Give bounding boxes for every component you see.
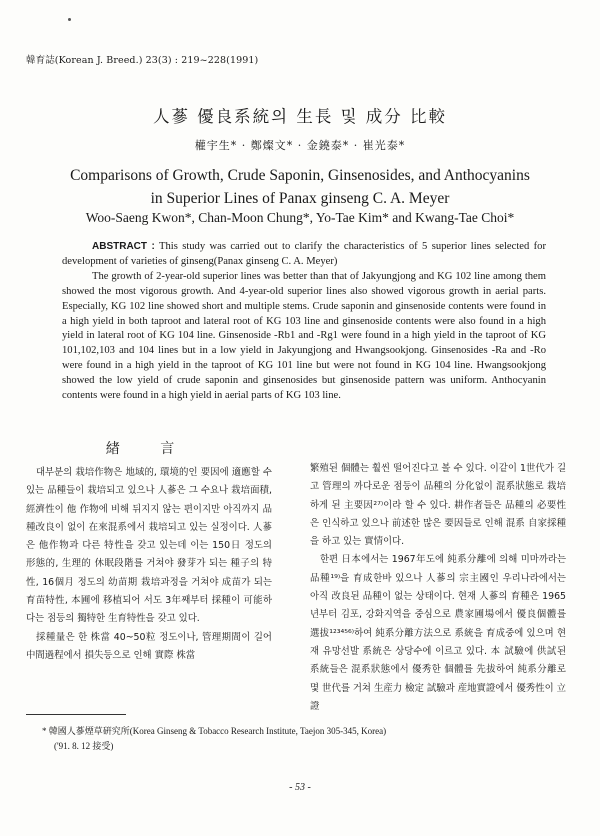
english-title	[60, 164, 540, 210]
scan-speck	[68, 18, 71, 21]
intro-left-paragraph-1: 대부분의 栽培作物은 地域的, 環境的인 要因에 適應할 수 있는 品種들이 栽培되고 있으나 人蔘은 그 수요나 栽培面積, 經濟性이 他 作物에 비해 뒤지지 않는 편이지만 아직까지 品種改良이 없이 在來混系에서 栽培되고 있는 실정이다. 人蔘은 他作物과 다른 特性을 갖고 있는데 이는 150日 정도의 形態的, 生理的 休眠段階를 거쳐야 發芽가 되는 種子의 特性, 16個月 정도의 幼苗期 栽培과정을 거쳐야 成苗가 되는 育苗特性, 本圃에 移植되어 서도 3年째부터 採種이 可能하다는 점등의 獨特한 生育特性을 갖고 있다.	[26, 467, 272, 625]
journal-citation: 韓育誌(Korean J. Breed.) 23(3) : 219~228(1991)	[26, 55, 259, 66]
page-number: - 53 -	[289, 782, 311, 793]
intro-right-paragraph-2: 한편 日本에서는 1967年도에 純系分離에 의해 미마까라는 品種¹⁹⁾을 育成한바 있으나 人蔘의 宗主國인 우리나라에서는 아직 改良된 品種이 없는 상태이다. 현재 人蔘의 育種은 1965년부터 김포, 강화지역을 중심으로 農家圃場에서 優良個體를 選拔¹²³⁴⁵⁶⁾하여 純系分離方法으로 系統을 育成중에 있으며 현재 유망선발 系統은 상당수에 이르고 있다. 本 試驗에 供試된 系統들은 混系狀態에서 優秀한 個體를 先拔하여 純系分離로 몇 世代를 거쳐 生産力 檢定 試驗과 産地實證에서 優秀性이 立證	[310, 554, 566, 712]
english-title-line1: Comparisons of Growth, Crude Saponin, Ginsenosides, and Anthocyanins	[70, 167, 530, 184]
abstract	[62, 240, 546, 404]
korean-title: 人蔘 優良系統의 生長 및 成分 比較	[152, 107, 448, 126]
korean-authors: 權宇生* · 鄭燦文* · 金鐃泰* · 崔光泰*	[194, 139, 406, 152]
intro-left-paragraph-2: 採種量은 한 株當 40~50粒 정도이나, 管理期間이 길어 中間過程에서 損失등으로 인해 實際 株當	[26, 631, 272, 661]
footnote-received: ('91. 8. 12 接受)	[54, 741, 114, 751]
intro-heading: 緖 言	[105, 441, 193, 457]
english-authors: Woo-Saeng Kwon*, Chan-Moon Chung*, Yo-Tae Kim* and Kwang-Tae Choi*	[85, 210, 515, 225]
abstract-text-1: This study was carried out to clarify the characteristics of 5 superior lines selected for development of varieties of ginseng(Panax ginseng C. A. Meyer)	[62, 241, 546, 267]
footnote-divider	[26, 714, 126, 715]
abstract-paragraph-1	[62, 240, 546, 270]
right-column	[310, 460, 566, 716]
english-title-line2: in Superior Lines of Panax ginseng C. A. Meyer	[150, 190, 450, 207]
footnote-affiliation: * 韓國人蔘煙草硏究所(Korea Ginseng & Tobacco Research Institute, Taejon 305-345, Korea)	[42, 726, 387, 736]
footnote	[42, 724, 386, 754]
left-column	[26, 464, 272, 665]
intro-right-paragraph-1: 繁殖된 個體는 훨씬 떨어진다고 볼 수 있다. 이같이 1世代가 길고 管理의 까다로운 점등이 品種의 分化없이 混系狀態로 栽培하게 된 主要因²⁷⁾이라 할 수 있다. 耕作者들은 品種의 必要性은 인식하고 있으나 前述한 많은 要因들로 인해 混系 自家採種을 하고 있는 實情이다.	[310, 463, 566, 548]
abstract-label: ABSTRACT :	[92, 241, 155, 252]
abstract-paragraph-2: The growth of 2-year-old superior lines was better than that of Jakyungjong and KG 102 line among them showed the most vigorous growth. And 4-year-old superior lines also showed vigorous growth in aerial parts. Especially, KG 102 line showed short and multiple stems. Crude saponin and ginsenoside contents were found in a high yield in both taproot and lateral root of KG 103 line and ginsenoside contents were also found in a high yield in lateral root of KG 104 line. Ginsenoside -Rb1 and -Rg1 were found in a high yield in the taproot of KG 101,102,103 and 104 lines but in a low yield in Jakyungjong and Hwangsookjong. Ginsenosides -Ra and -Ro were found in a high yield in the taproot of KG 101 line but were not found in KG 104 line. Hwangsookjong showed the low yield of crude saponin and ginsenosides but ginsenoside pattern was uniform. Anthocyanin contents were found in a high yield in aerial parts of KG 103 line.	[62, 270, 546, 402]
